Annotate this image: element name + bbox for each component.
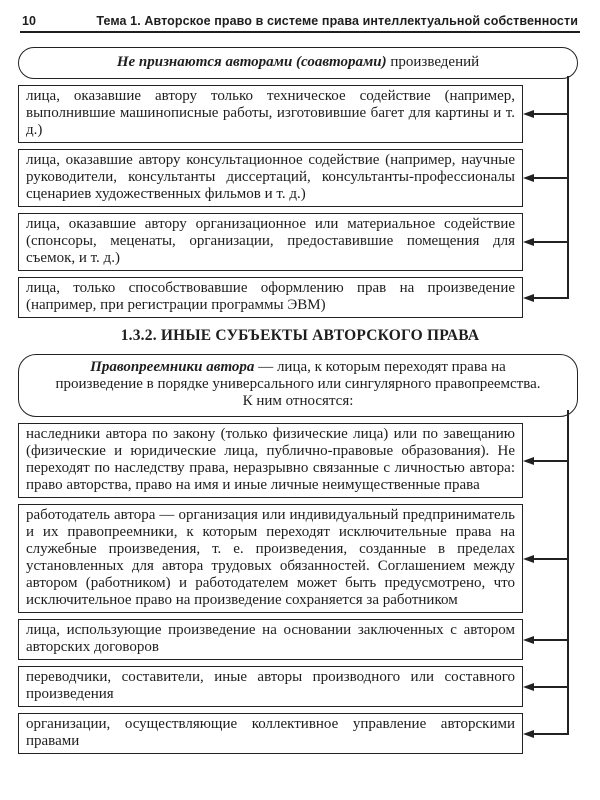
running-head	[20, 0, 580, 33]
arrowhead-icon	[523, 110, 534, 118]
flow-box-organizational-assistance: лица, оказавшие автору организационное или материальное содействие (спонсоры, меценаты, организации, предоставившие помещения для съемок, и т. д.)	[18, 213, 523, 271]
flow-row	[18, 423, 523, 498]
arrowhead-icon	[523, 636, 534, 644]
flow-box-heirs: наследники автора по закону (только физические лица) или по завещанию (физические и юридические лица, публично-правовые образования). Не переходят по наследству права, неразрывно связанные с личностью автора: право авторства, право на имя и иные личные неимущественные права	[18, 423, 523, 498]
arrow-left-icon	[523, 555, 569, 563]
arrow-shaft	[534, 558, 569, 560]
arrow-shaft	[534, 177, 569, 179]
arrowhead-icon	[523, 683, 534, 691]
arrowhead-icon	[523, 294, 534, 302]
flow-row	[18, 504, 523, 613]
arrow-left-icon	[523, 238, 569, 246]
diagram-title-pill	[18, 354, 578, 417]
flow-box-technical-assistance: лица, оказавшие автору только техническое содействие (например, выполнившие машинописные работы, изготовившие багет для картины и т. д.)	[18, 85, 523, 143]
arrow-left-icon	[523, 683, 569, 691]
arrow-left-icon	[523, 636, 569, 644]
diagram-title-emphasis: Не признаются авторами (соавторами)	[116, 54, 387, 70]
diagram-successors	[18, 354, 578, 754]
arrow-shaft	[534, 460, 569, 462]
flow-box-rights-registration: лица, только способствовавшие оформлению прав на произведение (например, при регистрации программы ЭВМ)	[18, 277, 523, 318]
running-title: Тема 1. Авторское право в системе права интеллектуальной собственности	[96, 14, 578, 28]
arrow-left-icon	[523, 457, 569, 465]
arrowhead-icon	[523, 457, 534, 465]
section-heading: 1.3.2. ИНЫЕ СУБЪЕКТЫ АВТОРСКОГО ПРАВА	[120, 327, 480, 344]
arrow-shaft	[534, 297, 569, 299]
arrow-shaft	[534, 686, 569, 688]
flow-row	[18, 666, 523, 707]
page-number: 10	[22, 14, 37, 28]
arrowhead-icon	[523, 238, 534, 246]
flow-box-collective-management: организации, осуществляющие коллективное управление авторскими правами	[18, 713, 523, 754]
arrow-left-icon	[523, 174, 569, 182]
arrowhead-icon	[523, 555, 534, 563]
arrow-shaft	[534, 113, 569, 115]
arrow-shaft	[534, 241, 569, 243]
flow-box-translators: переводчики, составители, иные авторы производного или составного произведения	[18, 666, 523, 707]
diagram-title-pill	[18, 47, 578, 79]
arrow-shaft	[534, 733, 569, 735]
flow-box-contract-users: лица, использующие произведение на основании заключенных с автором авторских договоров	[18, 619, 523, 660]
diagram-title-emphasis: Правопреемники автора	[90, 359, 255, 375]
flow-row	[18, 213, 523, 271]
flow-box-employer: работодатель автора — организация или индивидуальный предприниматель и их правопреемники, к которым переходят исключительные права на служебные произведения, т. е. произведения, созданные в пределах установленных для автора трудовых обязанностей. Соглашением между автором (работником) и работодателем может быть предусмотрено, что исключительное право на произведение сохраняется за работником	[18, 504, 523, 613]
diagram-not-recognized-authors	[18, 47, 578, 318]
arrowhead-icon	[523, 730, 534, 738]
flow-row	[18, 713, 523, 754]
flow-row	[18, 85, 523, 143]
diagram-title-rest: — лица, к которым переходят права на произведение в порядке универсального или сингулярного правопреемства. К ним относятся:	[55, 359, 541, 409]
arrow-shaft	[534, 639, 569, 641]
arrow-left-icon	[523, 730, 569, 738]
flow-row	[18, 149, 523, 207]
flow-box-consulting-assistance: лица, оказавшие автору консультационное содействие (например, научные руководители, консультанты диссертаций, консультанты-профессионалы сценариев художественных фильмов и т. д.)	[18, 149, 523, 207]
flow-row	[18, 277, 523, 318]
arrowhead-icon	[523, 174, 534, 182]
arrow-left-icon	[523, 110, 569, 118]
arrow-left-icon	[523, 294, 569, 302]
diagram-title-rest: произведений	[386, 54, 480, 70]
flow-row	[18, 619, 523, 660]
